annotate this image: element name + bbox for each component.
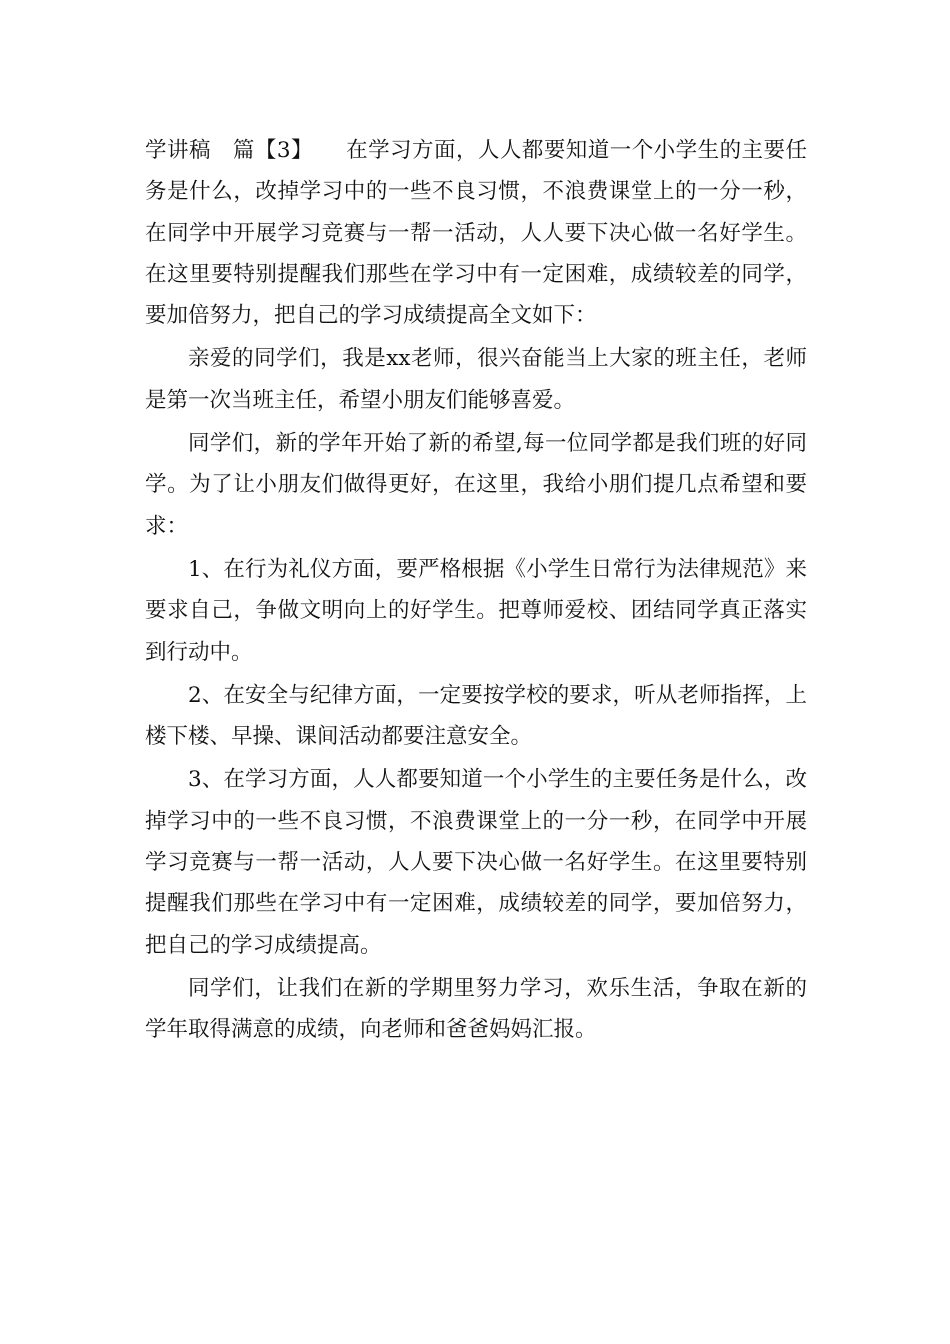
paragraph-intro: 学讲稿 篇【3】 在学习方面，人人都要知道一个小学生的主要任务是什么，改掉学习中的一些不良习惯，不浪费课堂上的一分一秒，在同学中开展学习竞赛与一帮一活动，人人要下决心做一名好学生。在这里要特别提醒我们那些在学习中有一定困难，成绩较差的同学，要加倍努力，把自己的学习成绩提高全文如下： xyxy=(145,138,807,329)
paragraph-point-1: 1、在行为礼仪方面，要严格根据《小学生日常行为法律规范》来要求自己，争做文明向上的好学生。把尊师爱校、团结同学真正落实到行动中。 xyxy=(145,556,807,665)
paragraph-point-2: 2、在安全与纪律方面，一定要按学校的要求，听从老师指挥，上楼下楼、早操、课间活动都要注意安全。 xyxy=(145,682,807,750)
document-body xyxy=(145,130,807,1051)
paragraph-greeting: 亲爱的同学们，我是xx老师，很兴奋能当上大家的班主任，老师是第一次当班主任，希望小朋友们能够喜爱。 xyxy=(145,346,807,413)
paragraph-new-year: 同学们，新的学年开始了新的希望,每一位同学都是我们班的好同学。为了让小朋友们做得更好，在这里，我给小朋们提几点希望和要求： xyxy=(145,431,807,539)
paragraph-point-3: 3、在学习方面，人人都要知道一个小学生的主要任务是什么，改掉学习中的一些不良习惯，不浪费课堂上的一分一秒，在同学中开展学习竞赛与一帮一活动，人人要下决心做一名好学生。在这里要特别提醒我们那些在学习中有一定困难，成绩较差的同学，要加倍努力，把自己的学习成绩提高。 xyxy=(145,767,807,958)
paragraph-closing: 同学们，让我们在新的学期里努力学习，欢乐生活，争取在新的学年取得满意的成绩，向老师和爸爸妈妈汇报。 xyxy=(145,975,807,1043)
